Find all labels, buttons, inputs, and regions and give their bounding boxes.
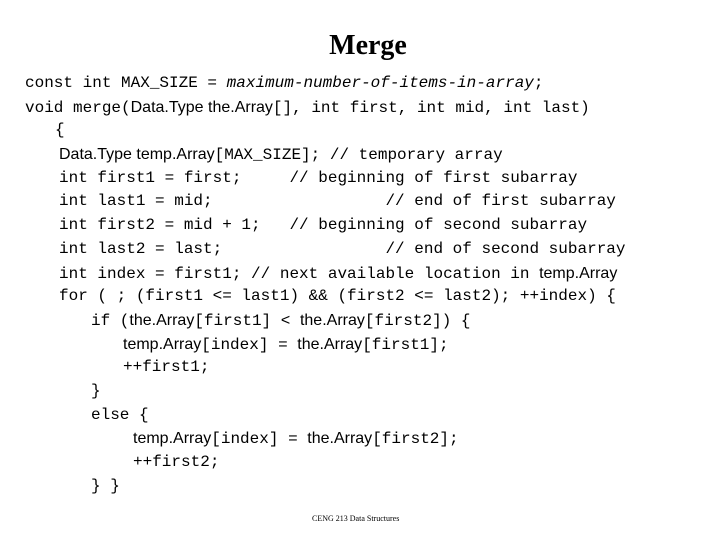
code-token: [index] = bbox=[201, 335, 298, 354]
code-token: ++first2; bbox=[133, 453, 220, 471]
code-token: [first1] < bbox=[194, 311, 300, 330]
code-token: ++first1; bbox=[123, 358, 210, 377]
code-token: the.Array bbox=[129, 311, 195, 329]
code-token: [MAX_SIZE]; // temporary array bbox=[214, 146, 503, 165]
code-token: maximum-number-of-items-in-array bbox=[226, 74, 534, 92]
code-token: } } bbox=[91, 476, 120, 495]
code-line bbox=[0, 72, 626, 96]
code-token: for ( ; (first1 <= last1) && (first2 <= last2); ++index) { bbox=[59, 287, 616, 306]
code-line bbox=[0, 238, 626, 262]
code-token: int first1 = first; // beginning of first subarray bbox=[59, 168, 578, 187]
code-token: void merge( bbox=[25, 98, 131, 117]
code-token: the.Array bbox=[297, 335, 363, 353]
code-token: int last1 = mid; // end of first subarray bbox=[59, 192, 616, 211]
code-line bbox=[0, 214, 626, 238]
code-token: temp.Array bbox=[539, 264, 618, 282]
code-token: else { bbox=[91, 405, 149, 424]
code-token: [first2]) { bbox=[364, 311, 471, 330]
code-token: the.Array bbox=[299, 311, 365, 329]
code-token: if ( bbox=[91, 311, 130, 330]
code-token: int last2 = last; // end of second subarray bbox=[59, 239, 626, 258]
slide-footer: CENG 213 Data Structures bbox=[312, 514, 400, 523]
code-token: } bbox=[91, 381, 101, 400]
code-token: { bbox=[55, 121, 65, 140]
code-line bbox=[0, 427, 626, 451]
code-line bbox=[0, 380, 626, 404]
code-token: int index = first1; // next available location in bbox=[59, 264, 540, 283]
code-token: ; bbox=[533, 74, 544, 92]
code-token: [], int first, int mid, int last) bbox=[272, 98, 590, 117]
code-token: int first2 = mid + 1; // beginning of second subarray bbox=[59, 216, 588, 235]
code-token: const int MAX_SIZE = bbox=[25, 74, 227, 92]
code-token: temp.Array bbox=[123, 335, 202, 353]
code-line bbox=[0, 309, 626, 333]
code-token: the.Array bbox=[307, 430, 373, 448]
code-block bbox=[0, 72, 626, 498]
code-token: [first2]; bbox=[372, 430, 459, 449]
code-line bbox=[0, 333, 626, 357]
code-line bbox=[0, 143, 626, 167]
code-line bbox=[0, 190, 626, 214]
code-line bbox=[0, 96, 626, 120]
code-line bbox=[0, 451, 626, 475]
code-line bbox=[0, 119, 626, 143]
code-line bbox=[0, 285, 626, 309]
slide-title: Merge bbox=[329, 30, 407, 61]
code-token: [index] = bbox=[211, 430, 308, 449]
code-line bbox=[0, 167, 626, 191]
code-token: [first1]; bbox=[362, 335, 449, 354]
code-line bbox=[0, 356, 626, 380]
code-line bbox=[0, 475, 626, 499]
code-token: Data.Type temp.Array bbox=[59, 146, 215, 164]
code-token: temp.Array bbox=[133, 430, 212, 448]
code-token: Data.Type the.Array bbox=[130, 98, 273, 116]
code-line bbox=[0, 404, 626, 428]
code-line bbox=[0, 262, 626, 286]
